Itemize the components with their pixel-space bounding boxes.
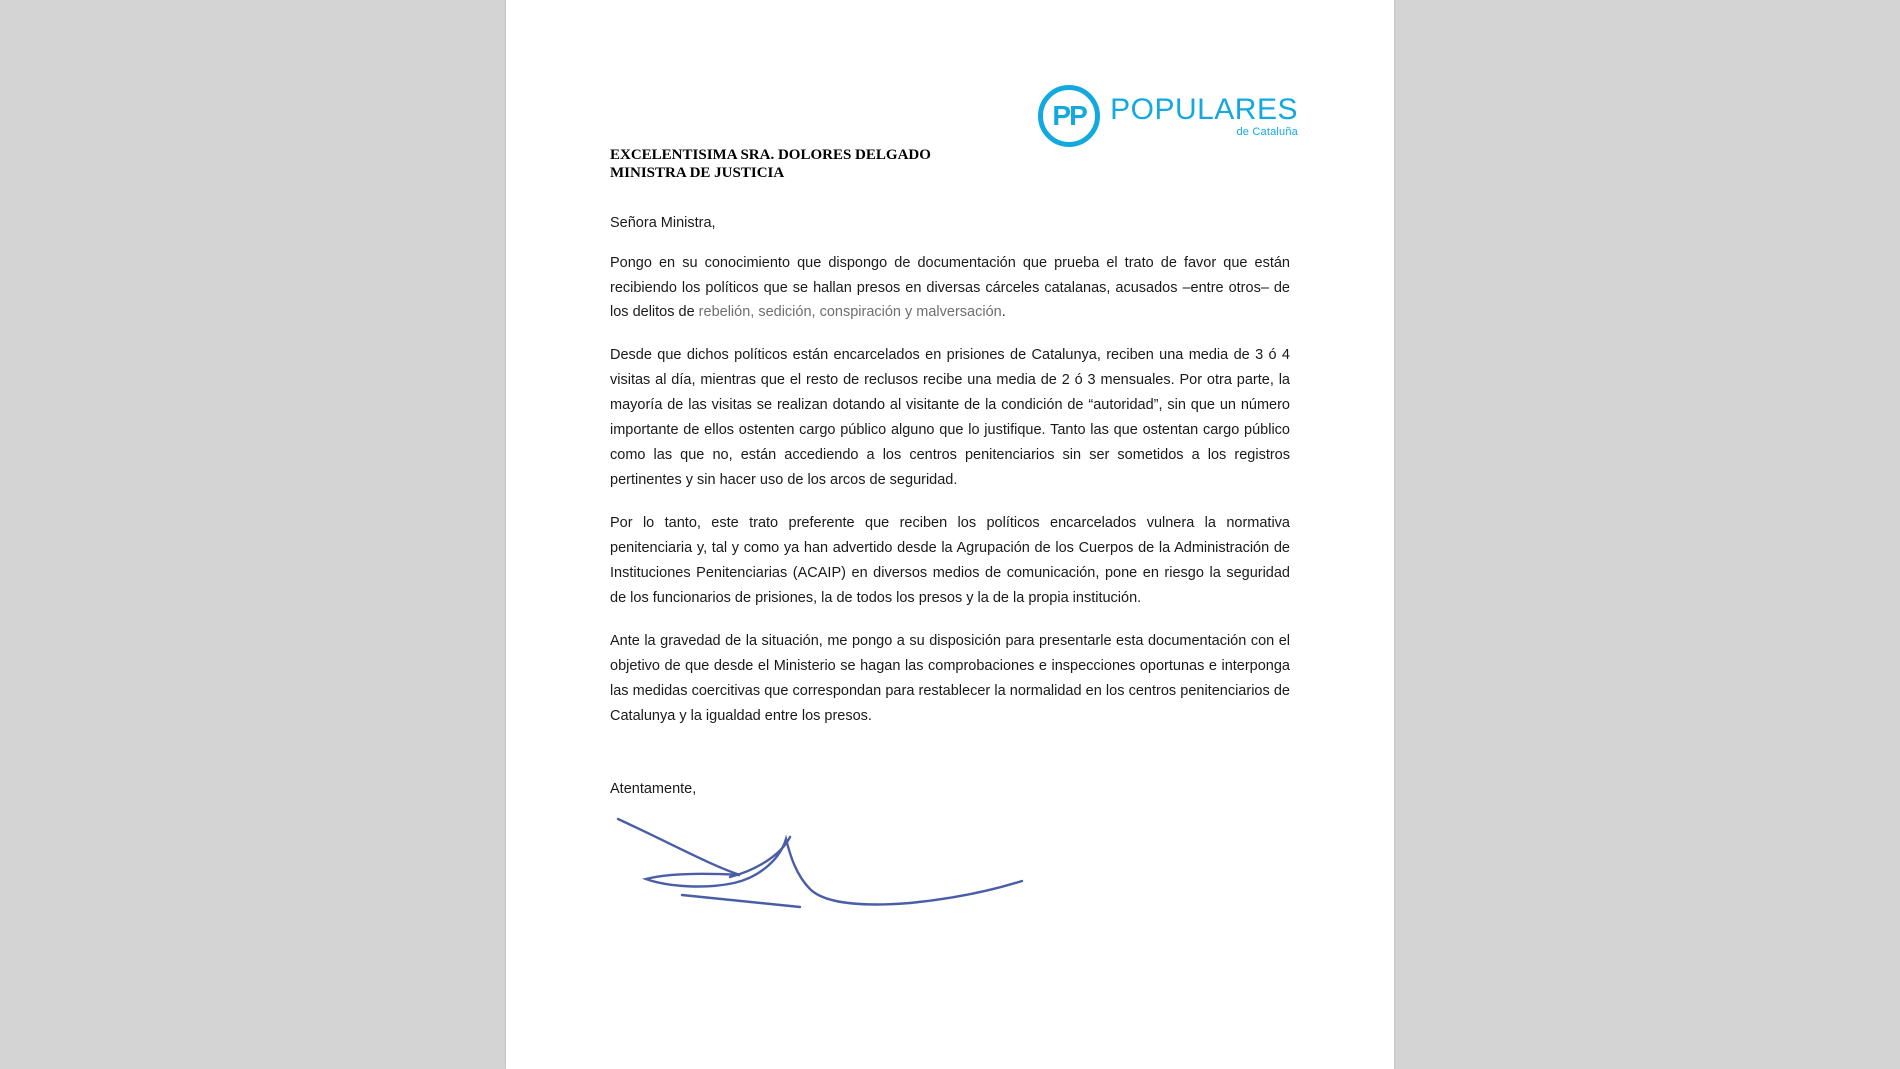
- paragraph-4: Ante la gravedad de la situación, me pongo a su disposición para presentarle esta documentación con el objetivo de que desde el Ministerio se hagan las comprobaciones e inspecciones oportunas e interponga las medidas coercitivas que correspondan para restablecer la normalidad en los centros penitenciarios de Catalunya y la igualdad entre los presos.: [610, 632, 1290, 724]
- addressee-block: [610, 146, 1290, 183]
- logo-main-text: POPULARES: [1110, 92, 1298, 126]
- signature-ink-icon: [610, 803, 1030, 913]
- pp-populares-logo: [1038, 85, 1298, 147]
- logo-sub-text: de Cataluña: [1236, 125, 1298, 138]
- addressee-line-1: EXCELENTISIMA SRA. DOLORES DELGADO: [610, 147, 931, 163]
- pp-circle-icon: [1038, 85, 1100, 147]
- paragraph-2: Desde que dichos políticos están encarcelados en prisiones de Catalunya, reciben una media de 3 ó 4 visitas al día, mientras que el resto de reclusos recibe una media de 2 ó 3 mensuales. Por otra parte, la mayoría de las visitas se realizan dotando al visitante de la condición de “autoridad”, sin que un número importante de ellos ostenten cargo público alguno que lo justifique. Tanto las que ostentan cargo público como las que no, están accediendo a los centros penitenciarios sin ser sometidos a los registros pertinentes y sin hacer uso de los arcos de seguridad.: [610, 347, 1290, 489]
- paragraph-3: Por lo tanto, este trato preferente que reciben los políticos encarcelados vulnera la normativa penitenciaria y, tal y como ya han advertido desde la Agrupación de los Cuerpos de la Administración de Instituciones Penitenciarias (ACAIP) en diversos medios de comunicación, pone en riesgo la seguridad de los funcionarios de prisiones, la de todos los presos y la de la propia institución.: [610, 515, 1290, 606]
- signature-block: [610, 803, 1290, 913]
- logo-wordmark: [1110, 92, 1298, 138]
- paragraph-1: [610, 251, 1290, 326]
- paragraph-1-part-1: Pongo en su conocimiento que dispongo de documentación que prueba el trato de favor que están recibiendo los políticos que se hallan presos en diversas cárceles catalanas, acusados –entre otros– de los delitos de: [610, 254, 1290, 321]
- salutation: Señora Ministra,: [610, 214, 716, 231]
- pp-monogram: PP: [1052, 100, 1086, 131]
- paragraph-1-highlight: rebelión, sedición, conspiración y malversación: [698, 304, 1002, 321]
- addressee-line-2: MINISTRA DE JUSTICIA: [610, 165, 785, 182]
- letter-body: [610, 146, 1290, 913]
- paragraph-1-part-2: .: [1001, 304, 1006, 321]
- document-page: [506, 0, 1394, 1069]
- closing-line: Atentamente,: [610, 780, 697, 797]
